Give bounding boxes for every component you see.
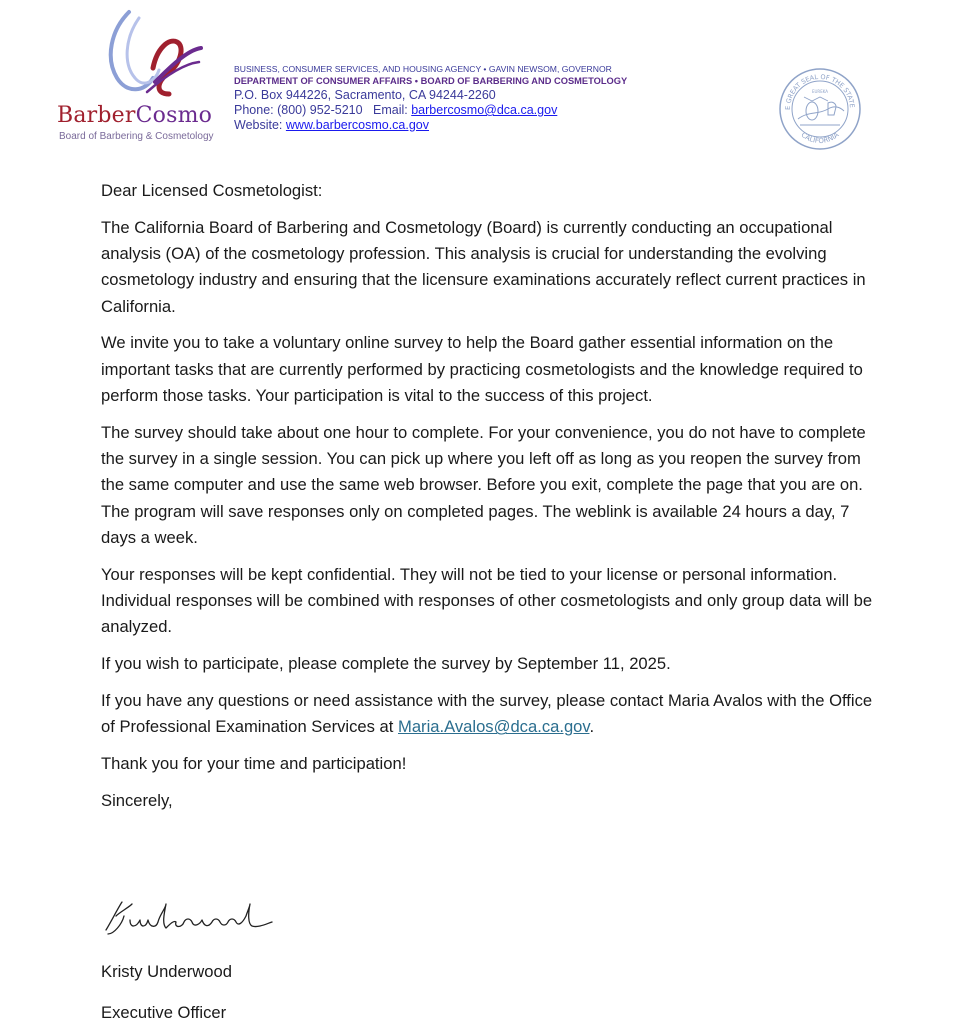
website-link[interactable]: www.barbercosmo.ca.gov	[285, 118, 430, 132]
signer-name: Kristy Underwood	[101, 962, 232, 981]
phone-text: Phone: (800) 952-5210	[234, 103, 363, 117]
website-label: Website:	[234, 118, 283, 132]
seal-icon	[778, 67, 862, 151]
seal-bottom-text: CALIFORNIA	[799, 130, 841, 146]
logo-tagline: Board of Barbering & Cosmetology	[59, 131, 214, 142]
address-line: P.O. Box 944226, Sacramento, CA 94244-2260	[234, 88, 496, 102]
letter-body	[101, 178, 881, 825]
paragraph-contact: If you have any questions or need assistance with the survey, please contact Maria Avalos with the Office of Professional Examination Services at Maria.Avalos@dca.ca.gov.	[101, 691, 873, 737]
salutation: Dear Licensed Cosmetologist:	[101, 181, 323, 200]
seal-motto: EUREKA	[811, 89, 829, 94]
handwritten-signature	[100, 894, 280, 944]
paragraph-invitation: We invite you to take a voluntary online survey to help the Board gather essential information on the important tasks that are currently performed by practicing cosmetologists and the knowledge required to perform those tasks. Your participation is vital to the success of this project.	[101, 333, 863, 406]
contact-email-link[interactable]: Maria.Avalos@dca.ca.gov	[398, 717, 590, 737]
paragraph-survey-details: The survey should take about one hour to complete. For your convenience, you do not have to complete the survey in a single session. You can pick up where you left off as long as you reopen the survey from the same computer and use the same web browser. Before you exit, complete the page that you are on. The program will save responses only on completed pages. The weblink is available 24 hours a day, 7 days a week.	[101, 422, 866, 548]
svg-text:CALIFORNIA	[800, 131, 841, 145]
paragraph-intro: The California Board of Barbering and Cosmetology (Board) is currently conducting an occupational analysis (OA) of the cosmetology profession. This analysis is crucial for understanding the evolving cosmetology industry and ensuring that the licensure examinations accurately reflect current practices in California.	[101, 217, 866, 316]
letterhead	[234, 63, 627, 133]
board-email-link[interactable]: barbercosmo@dca.ca.gov	[411, 103, 558, 117]
state-seal	[778, 67, 862, 151]
contact-line	[234, 103, 627, 118]
agency-line: BUSINESS, CONSUMER SERVICES, AND HOUSING AGENCY • GAVIN NEWSOM, GOVERNOR	[234, 64, 612, 74]
website-line	[234, 118, 627, 133]
paragraph-deadline: If you wish to participate, please complete the survey by September 11, 2025.	[101, 654, 671, 674]
barbercosmo-logo	[57, 8, 217, 142]
signature-icon	[100, 894, 280, 944]
seal-top-text: E GREAT SEAL OF THE STATE	[783, 72, 857, 111]
logo-wordmark: BarberCosmo	[57, 103, 213, 128]
paragraph-confidentiality: Your responses will be kept confidential. They will not be tied to your license or personal information. Individual responses will be combined with responses of other cosmetologists and only group data will be analyzed.	[101, 564, 873, 637]
email-label: Email:	[373, 103, 408, 117]
department-line: DEPARTMENT OF CONSUMER AFFAIRS • BOARD OF BARBERING AND COSMETOLOGY	[234, 76, 628, 86]
logo-swirl-icon	[97, 8, 207, 100]
closing-line: Sincerely,	[101, 790, 173, 810]
thank-you-line: Thank you for your time and participation!	[101, 754, 407, 774]
signer-title: Executive Officer	[101, 1003, 227, 1022]
